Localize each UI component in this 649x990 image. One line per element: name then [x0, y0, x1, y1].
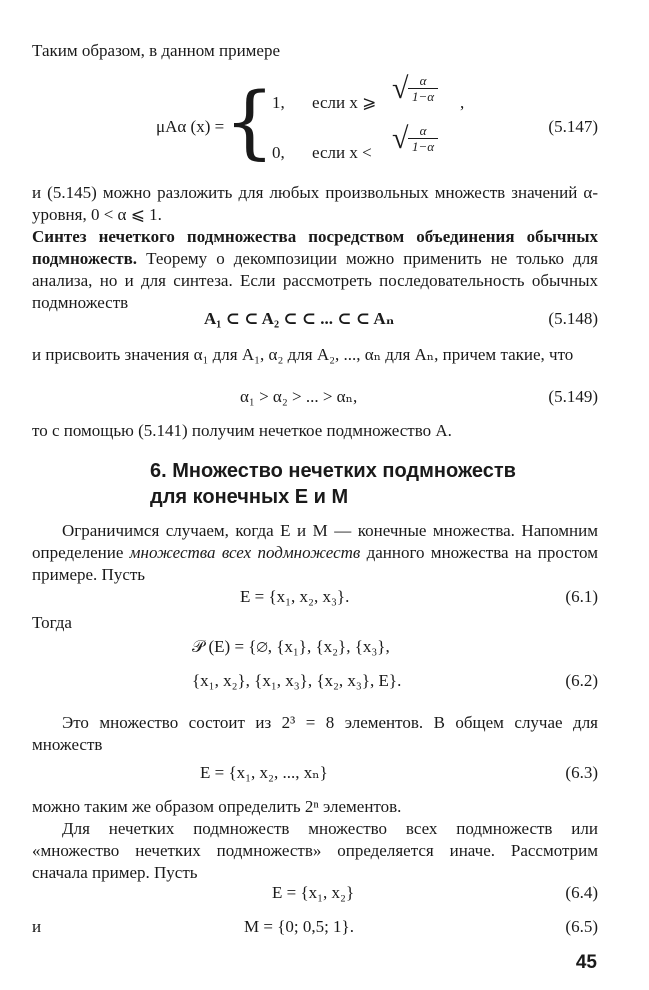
- case1-value: 1,: [272, 93, 285, 112]
- paragraph-synthesis: [32, 226, 598, 314]
- fraction-denominator: 1−α: [412, 139, 435, 155]
- equation-number: (5.147): [548, 117, 598, 136]
- equation-number: (6.5): [565, 917, 598, 936]
- paragraph-intro: Таким образом, в данном примере: [32, 41, 281, 60]
- section-heading-line2: для конечных E и M: [150, 486, 349, 508]
- equation-body: E = {x₁, x₂}: [272, 883, 355, 902]
- equation-body: E = {x₁, x₂, ..., xₙ}: [200, 763, 328, 782]
- equation-body: A₁ ⊂ ⊂ A₂ ⊂ ⊂ ... ⊂ ⊂ Aₙ: [204, 309, 395, 328]
- case2-value: 0,: [272, 143, 285, 162]
- sqrt-icon: √ α 1−α: [392, 134, 438, 156]
- equation-5-147: [32, 72, 598, 172]
- equation-line2: {x₁, x₂}, {x₁, x₃}, {x₂, x₃}, E}.: [192, 671, 402, 690]
- paragraph-eight-elements: Это множество состоит из 2³ = 8 элементов. В общем случае для множеств: [32, 713, 598, 754]
- equation-6-3: [32, 762, 598, 786]
- equation-6-2: [32, 636, 598, 696]
- equation-body: M = {0; 0,5; 1}.: [244, 917, 354, 936]
- equation-number: (5.148): [548, 309, 598, 328]
- page-number: 45: [575, 952, 597, 973]
- equation-number: (6.4): [565, 883, 598, 902]
- case1-sqrt: [392, 72, 438, 106]
- paragraph-alpha-levels: и (5.145) можно разложить для любых произвольных множеств значений α-уровня, 0 < α ⩽ 1.: [32, 183, 598, 224]
- equation-6-5: [32, 916, 598, 940]
- equation-number: (5.149): [548, 387, 598, 406]
- equation-number: (6.3): [565, 763, 598, 782]
- equation-body: α₁ > α₂ > ... > αₙ,: [240, 387, 358, 406]
- paragraph-assign-values: и присвоить значения α₁ для A₁, α₂ для A₂, ..., αₙ для Aₙ, причем такие, что: [32, 345, 574, 364]
- paragraph-part-a: Ограничимся случаем, когда E и M — конечные множества. Напомним определение: [32, 521, 598, 562]
- paragraph-part-b: данного множества на простом примере. Пусть: [32, 543, 598, 584]
- equation-6-1: [32, 586, 598, 610]
- section-heading-line1: 6. Множество нечетких подмножеств: [150, 460, 516, 482]
- equation-body: E = {x₁, x₂, x₃}.: [240, 587, 350, 606]
- equation-line1: 𝒫 (E) = {∅, {x₁}, {x₂}, {x₃},: [192, 637, 390, 656]
- paragraph-rest: Теорему о декомпозиции можно применить не только для анализа, но и для синтеза. Если рассмотреть последовательность обычных подмножеств: [32, 249, 598, 312]
- paragraph-then: Тогда: [32, 613, 72, 632]
- paragraph-italic: множества всех подмножеств: [129, 543, 361, 562]
- equation-prefix: и: [32, 917, 42, 936]
- fraction-denominator: 1−α: [412, 89, 435, 105]
- paragraph-fuzzy-powerset: Для нечетких подмножеств множество всех подмножеств или «множество нечетких подмножеств» определяется иначе. Рассмотрим сначала пример. Пусть: [32, 819, 598, 882]
- equation-number: (6.2): [565, 671, 598, 690]
- case1-condition: если x ⩾: [312, 93, 377, 112]
- left-brace-icon: {: [224, 75, 275, 168]
- equation-6-4: [32, 882, 598, 906]
- paragraph-finite-sets: [32, 520, 598, 586]
- paragraph-fuzzy-subset: то с помощью (5.141) получим нечеткое подмножество A.: [32, 421, 452, 440]
- comma: ,: [460, 93, 465, 112]
- case2-condition: если x <: [312, 143, 372, 162]
- equation-number: (6.1): [565, 587, 598, 606]
- paragraph-bold-lead: Синтез нечеткого подмножества посредством объединения обычных подмножеств.: [32, 227, 598, 268]
- equation-5-148: [32, 308, 598, 332]
- sqrt-icon: √ α 1−α: [392, 84, 438, 106]
- case2-sqrt: [392, 122, 438, 156]
- paragraph-2n-elements: можно таким же образом определить 2ⁿ элементов.: [32, 797, 402, 816]
- equation-lhs: μAα (x) =: [156, 117, 225, 136]
- equation-5-149: [32, 386, 598, 410]
